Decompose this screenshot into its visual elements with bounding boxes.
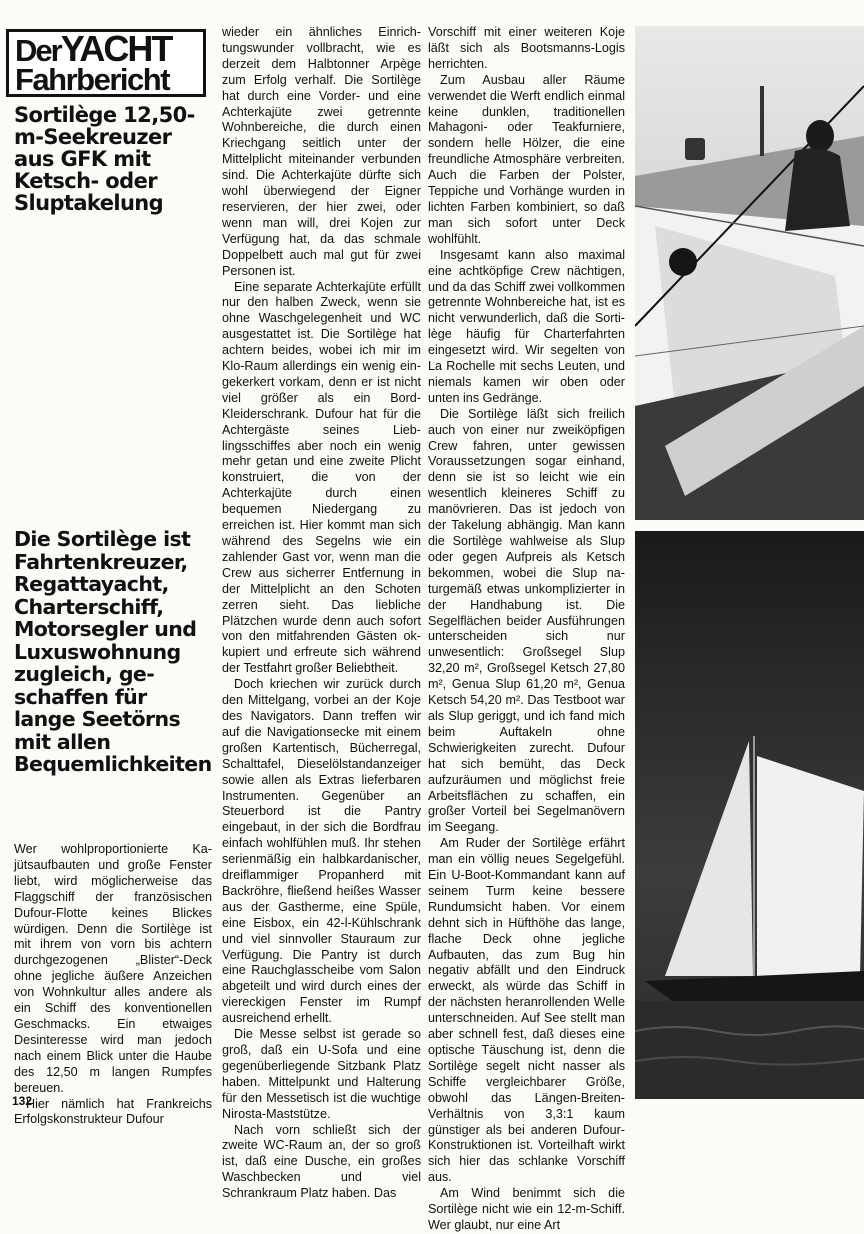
paragraph: Doch kriechen wir zurück durch den Mittelgang, vorbei an der Koje des Navigators. Dann treffen wir auf die Navigationsecke mit einem großen Kartentisch, Bücherregal, Schalttafel, Dieselölstandanzeiger sowie allen als Extras lieferbaren Instrumenten. Gegenüber an Steuerbord ist die Pantry eingebaut, in der sich die Bordfrau einfach wohlfühlen muß. Ihr stehen serienmäßig ein halbkardanischer, dreiflammiger Propanherd mit Backröhre, fließend heißes Wasser aus der Gastherme, eine Spüle, eine Eisbox, ein 42-l-Kühlschrank und viel sinnvoller Stauraum zur Verfügung. Die Pantry ist durch eine Rauchglasscheibe vom Salon abgeteilt und wird durch eines der viereckigen Fenster im Rumpf ausreichend erhellt.: [222, 677, 421, 1026]
text-column-1: [14, 842, 212, 1128]
paragraph: Nach vorn schließt sich der zweite WC-Raum an, der so groß ist, daß eine Dusche, ein großes Waschbecken und viel Schrankraum Platz haben. Das: [222, 1122, 421, 1201]
paragraph: Am Wind benimmt sich die Sortilège nicht wie ein 12-m-Schiff. Wer glaubt, nur eine Art: [428, 1186, 625, 1232]
article-subheadline: Die Sortilège ist Fahrtenkreuzer, Regattayacht, Charterschiff, Motorsegler und Luxuswohnung zugleich, geschaffen für lange Seetörns mit allen Bequemlichkeiten: [14, 527, 212, 776]
masthead-fahrbericht: Fahrbericht: [15, 62, 170, 97]
text-column-3: [428, 25, 625, 1234]
masthead-yacht: YACHT: [60, 28, 172, 69]
paragraph: Am Ruder der Sortilège erfährt man ein völlig neues Segelgefühl. Ein U-Boot-Kommandant kann auf seinem Turm keine bessere Rundumsicht haben. Vor einem dehnt sich in Hüfthöhe das lange, flache Deck ohne jegliche Aufbauten, das zum Bug hin negativ abfällt und den Eindruck erweckt, als würde das Schiff in der nächsten heranrollenden Welle unterschneiden. Auf See stellt man aber schnell fest, daß dieses eine optische Täuschung ist, denn die Sortilège segelt nicht nasser als Schiffe vergleichbarer Größe, obwohl das Längen-Breiten-Verhältnis von 3,3:1 kaum günstiger als bei anderen Dufour-Konstruktionen ist. Vorteilhaft wirkt sich hier das schlanke Vorschiff aus.: [428, 836, 625, 1185]
article-headline: Sortilège 12,50-m-Seekreuzer aus GFK mit Ketsch- oder Sluptakelung: [14, 103, 195, 215]
paragraph: Zum Ausbau aller Räume verwendet die Werft endlich einmal keine dunklen, traditionellen Mahagoni- oder Teakfurniere, sondern helle Hölzer, die eine freundliche Atmosphäre verbreiten. Auch die Farben der Polster, Teppiche und Vorhänge wurden in lichten Farben kombiniert, so daß man sich sofort unter Deck wohlfühlt.: [428, 72, 625, 246]
paragraph: Die Sortilège läßt sich freilich auch von einer nur zweiköpfigen Crew fahren, unter gewissen Voraussetzungen sogar einhand, denn sie ist so leicht wie ein wesentlich kleineres Schiff zu manövrieren. Das ist jedoch von der Takelung abhängig. Man kann die Sortilège wahlweise als Slup oder gegen Aufpreis als Ketsch bekommen, wobei die Slup naturgemäß etwas unkomplizierter in der Handhabung ist. Die Segelflächen beider Ausführungen unterscheiden sich nur unwesentlich: Großsegel Slup 32,20 m², Großsegel Ketsch 27,80 m², Genua Slup 61,20 m², Genua Ketsch 54,20 m². Das Testboot war als Slup geriggt, und ich fand mich beim Auftakeln ohne Schwierigkeiten zurecht. Dufour hat sich bemüht, das Deck aufzuräumen und möglichst freie Arbeitsflächen zu schaffen, ein großer Vorteil bei Segelmanövern im Seegang.: [428, 406, 625, 835]
paragraph: Insgesamt kann also maximal eine achtköpfige Crew nächtigen, und da das Schiff zwei vollkommen getrennte Wohnbereiche hat, ist es nicht verwunderlich, daß die Sortilège häufig für Charterfahrten eingesetzt wird. Wir segelten von La Rochelle mit sechs Leuten, und niemals kamen wir oben oder unten ins Gedränge.: [428, 247, 625, 405]
magazine-masthead: [6, 29, 206, 97]
paragraph: wieder ein ähnliches Einrichtungswunder vollbracht, wie es derzeit dem Halbtonner Arpège zum Erfolg verhalf. Die Sortilège hat durch eine Vorder- und eine Achterkajüte zwei getrennte Wohnbereiche, die durch einen Kriechgang seitlich unter der Mittelplicht miteinander verbunden sind. Die Achterkajüte dürfte sich wohl überwiegend der Eigner reservieren, der hier zwei, oder wenn man will, drei Kojen zur Verfügung hat, da das schmale Doppelbett auch mal gut für zwei Personen ist.: [222, 25, 421, 278]
paragraph: Hier nämlich hat Frankreichs Erfolgskonstrukteur Dufour: [14, 1096, 212, 1127]
paragraph: Vorschiff mit einer weiteren Koje läßt sich als Bootsmanns-Logis herrichten.: [428, 25, 625, 71]
photo-deck-crew: [635, 26, 864, 520]
paragraph: Eine separate Achterkajüte erfüllt nur den halben Zweck, wenn sie ohne Waschgelegenheit und WC ausgestattet ist. Die Sortilège hat achtern beides, wobei ich mir im Klo-Raum allerdings ein wenig eingekerkert vorkam, denn er ist nicht viel größer als ein Bord-Kleiderschrank. Dufour hat für die Achtergäste seines Lieblingsschiffes aber noch ein wenig mehr getan und eine zweite Plicht konstruiert, die von der Achterkajüte durch einen bequemen Niedergang zu erreichen ist. Hier kommt man sich während des Segelns wie ein zahlender Gast vor, wenn man die Crew aus sicherrer Entfernung in der Mittelplicht an den Schoten zerren sieht. Das liebliche Plätzchen wurde denn auch sofort von den mitfahrenden Gästen okkupiert und erfreute sich während der Testfahrt großer Beliebtheit.: [222, 279, 421, 676]
page-number: 132: [12, 1094, 33, 1108]
paragraph: Wer wohlproportionierte Kajütsaufbauten und große Fenster liebt, wird möglicherweise das Flaggschiff der französischen Dufour-Flotte keines Blickes würdigen. Denn die Sortilège ist mit ihrem von vorn bis achtern durchgezogenen „Blister“-Deck ohne jegliche äußere Anzeichen von Wohnkultur alles andere als ein Schiff des konventionellen Geschmacks. Ein etwaiges Desinteresse wird man jedoch nach einem Blick unter die Haube des 12,50 m langen Rumpfes bereuen.: [14, 842, 212, 1095]
masthead-der: Der: [15, 33, 61, 68]
photo-yacht-sailing: [635, 531, 864, 1099]
paragraph: Die Messe selbst ist gerade so groß, daß ein U-Sofa und eine gegenüberliegende Sitzbank Platz haben. Mittelpunkt und Halterung für den Messetisch ist die wuchtige Nirosta-Maststütze.: [222, 1027, 421, 1121]
text-column-2: [222, 25, 421, 1202]
